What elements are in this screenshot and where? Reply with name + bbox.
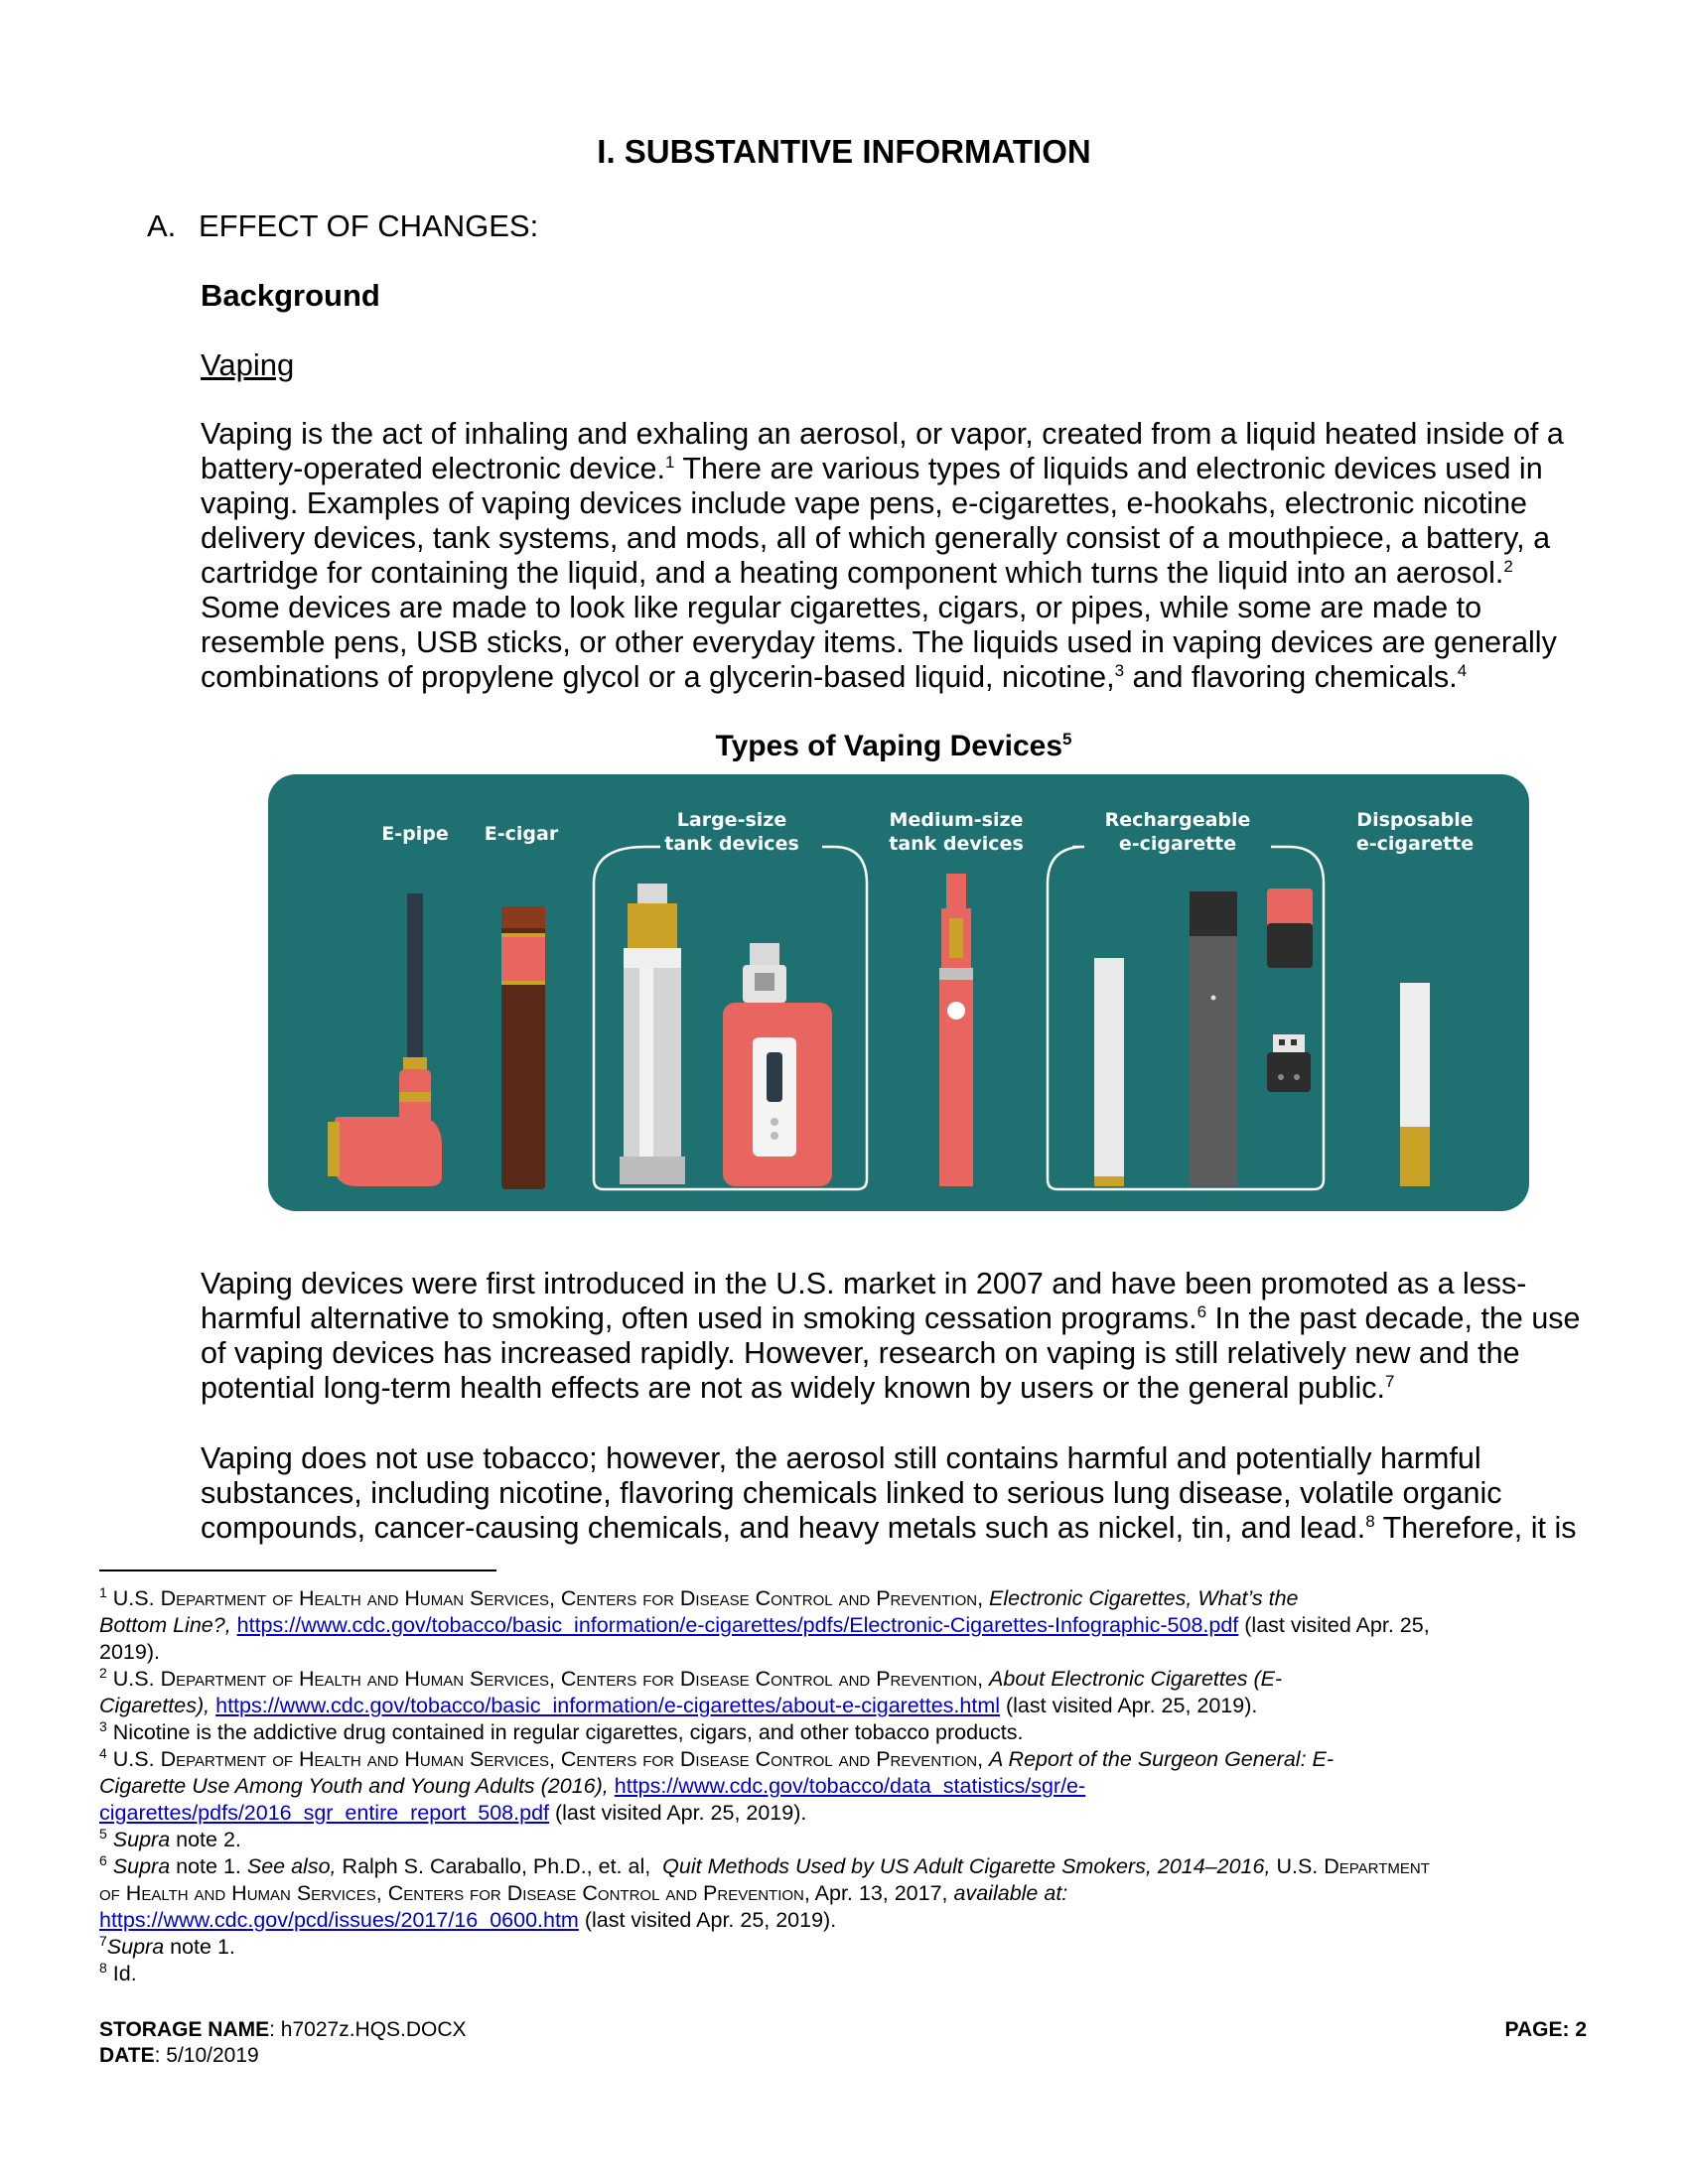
footnote-divider — [99, 1570, 496, 1571]
paragraph-line: Vaping is the act of inhaling and exhaling an aerosol, or vapor, created from a liquid heated inside of a — [201, 417, 1564, 451]
label-medium-1: Medium-size — [889, 809, 1024, 831]
footnote-link[interactable]: cigarettes/pdfs/2016_sgr_entire_report_508.pdf — [99, 1801, 550, 1825]
paragraph-line: Vaping does not use tobacco; however, the aerosol still contains harmful and potentially harmful — [201, 1441, 1481, 1475]
label-epipe: E-pipe — [381, 823, 449, 845]
section-heading — [147, 208, 538, 244]
paragraph-2 — [201, 1267, 1591, 1406]
section-title: EFFECT OF CHANGES: — [199, 208, 539, 243]
footnote-1: $^1$ U.S. Department of Health and Human Services, Centers for Disease Control and Prevention, Electronic Cigarettes, What’s the — [99, 1583, 1299, 1610]
footnote-3: $^3$ Nicotine is the addictive drug contained in regular cigarettes, cigars, and other tobacco products. — [99, 1717, 1024, 1744]
paragraph-line: of vaping devices has increased rapidly. However, research on vaping is still relatively new and the — [201, 1336, 1520, 1370]
footnote-ref[interactable]: 6 — [1196, 1301, 1207, 1321]
large-tank-device-left — [620, 884, 685, 1184]
footnote-ref[interactable]: 4 — [1457, 660, 1468, 680]
footnote-link[interactable]: https://www.cdc.gov/tobacco/basic_information/e-cigarettes/about-e-cigarettes.html — [215, 1694, 1001, 1717]
footnote-7: $^7$Supra note 1. — [99, 1932, 235, 1959]
label-recharge-1: Rechargeable — [1104, 809, 1251, 831]
paragraph-line: Some devices are made to look like regular cigarettes, cigars, or pipes, while some are made to — [201, 591, 1482, 624]
rechargeable-ecig-pod — [1190, 891, 1237, 1186]
label-disposable-2: e-cigarette — [1355, 833, 1475, 855]
paragraph-3 — [201, 1441, 1591, 1546]
footnote-8: $^8$ Id. — [99, 1959, 137, 1985]
paragraph-line: potential long-term health effects are not as widely known by users or the general public.$^7$ — [201, 1371, 1395, 1405]
paragraph-line: Vaping devices were first introduced in the U.S. market in 2007 and have been promoted as a less- — [201, 1267, 1527, 1300]
vaping-devices-illustration — [268, 774, 1529, 1211]
paragraph-line: combinations of propylene glycol or a glycerin-based liquid, nicotine,$^3$ and flavoring chemicals.$^4$ — [201, 660, 1468, 694]
rechargeable-pod-cartridge — [1267, 888, 1313, 968]
label-large-2: tank devices — [664, 833, 799, 855]
paragraph-line: battery-operated electronic device.$^1$ There are various types of liquids and electronic devices used in — [201, 452, 1543, 485]
label-recharge-2: e-cigarette — [1118, 833, 1237, 855]
section-letter: A. — [147, 208, 177, 243]
footnote-ref[interactable]: 2 — [1503, 556, 1513, 576]
ecigar-device — [501, 906, 545, 1189]
paragraph-line: harmful alternative to smoking, often used in smoking cessation programs.$^6$ In the past decade, the use — [201, 1301, 1581, 1335]
footnote-2: $^2$ U.S. Department of Health and Human Services, Centers for Disease Control and Prevention, About Electronic Cigarettes (E- — [99, 1664, 1283, 1691]
footnote-link[interactable]: https://www.cdc.gov/tobacco/basic_information/e-cigarettes/pdfs/Electronic-Cigarettes-Infographic-508.pdf — [236, 1613, 1239, 1637]
footnote-ref[interactable]: 1 — [664, 452, 675, 472]
footnote-ref[interactable]: 7 — [1385, 1371, 1395, 1391]
paragraph-1 — [201, 417, 1591, 695]
paragraph-line: vaping. Examples of vaping devices include vape pens, e-cigarettes, e-hookahs, electronic nicotine — [201, 486, 1527, 520]
document-date: DATE: 5/10/2019 — [99, 2044, 259, 2067]
page-footer — [99, 2017, 1589, 2069]
background-heading: Background — [201, 278, 380, 313]
footnote-6: $^6$ Supra note 1. See also, Ralph S. Caraballo, Ph.D., et. al, Quit Methods Used by US Adult Cigarette Smokers, 2014–2016, U.S. Department — [99, 1851, 1430, 1878]
footnote-ref[interactable]: 8 — [1365, 1511, 1375, 1531]
disposable-ecig — [1400, 983, 1430, 1186]
footnote-link[interactable]: https://www.cdc.gov/tobacco/data_statistics/sgr/e- — [614, 1774, 1086, 1798]
rechargeable-ecig-stick — [1094, 958, 1124, 1186]
paragraph-line: compounds, cancer-causing chemicals, and heavy metals such as nickel, tin, and lead.$^8$ Therefore, it is — [201, 1511, 1577, 1545]
footnote-5: $^5$ Supra note 2. — [99, 1825, 241, 1851]
vaping-heading: Vaping — [201, 347, 295, 382]
page-title: I. SUBSTANTIVE INFORMATION — [597, 133, 1091, 170]
label-medium-2: tank devices — [889, 833, 1024, 855]
storage-name: STORAGE NAME: h7027z.HQS.DOCX — [99, 2018, 467, 2041]
label-large-1: Large-size — [676, 809, 787, 831]
paragraph-line: resemble pens, USB sticks, or other everyday items. The liquids used in vaping devices are generally — [201, 625, 1557, 659]
figure-title: Types of Vaping Devices$^5$ — [715, 730, 1072, 762]
paragraph-line: delivery devices, tank systems, and mods, all of which generally consist of a mouthpiece, a battery, a — [201, 521, 1551, 555]
footnote-ref[interactable]: 3 — [1114, 660, 1125, 680]
medium-tank-device — [939, 874, 973, 1186]
page-number: PAGE: 2 — [1504, 2018, 1587, 2041]
footnotes: $^1$ U.S. Department of Health and Human Services, Centers for Disease Control and Prevention, Electronic Cigarettes, What’s the Bottom Line?, https://www.cdc.gov/tobacco/basic_information/e-cigarettes/pdfs/Electronic-Cigarettes-Infographic-508.pdf (last visited Apr. 25, 2019). $^2$ U.S. Department of Health and Human Services, Centers for Disease Control and Prevention, About Electronic Cigarettes (E- Cigarettes), https://www.cdc.gov/tobacco/basic_information/e-cigarettes/about-e-cigarettes.html (last visited Apr. 25, 2019). $^3$ Nicotine is the addictive drug contained in regular cigarettes, cigars, and other tobacco products. $^4$ U.S. Department of Health and Human Services, Centers for Disease Control and Prevention, A Report of the Surgeon General: E- Cigarette Use Among Youth and Young Adults (2016), https://www.cdc.gov/tobacco/data_statistics/sgr/e- cigarettes/pdfs/2016_sgr_entire_report_508.pdf (last visited Apr. 25, 2019). $^5$ Supra note 2. $^6$ Supra note 1. See also, Ralph S. Caraballo, Ph.D., et. al, Quit Methods Used by US Adult Cigarette Smokers, 2014–2016, U.S. Department of Health and Human Services, Centers for Disease Control and Prevention, Apr. 13, 2017, available at: https://www.cdc.gov/pcd/issues/2017/16_0600.htm (last visited Apr. 25, 2019). $^7$Supra note 1. $^8$ Id. — [99, 1585, 1589, 1987]
paragraph-line: substances, including nicotine, flavoring chemicals linked to serious lung disease, volatile organic — [201, 1476, 1502, 1510]
paragraph-line: cartridge for containing the liquid, and a heating component which turns the liquid into an aerosol.$^2$ — [201, 556, 1513, 590]
footnote-ref[interactable]: 5 — [1062, 730, 1072, 749]
label-ecigar: E-cigar — [484, 823, 559, 845]
footnote-link[interactable]: https://www.cdc.gov/pcd/issues/2017/16_0600.htm — [99, 1908, 579, 1932]
footnote-4: $^4$ U.S. Department of Health and Human Services, Centers for Disease Control and Prevention, A Report of the Surgeon General: E- — [99, 1744, 1335, 1771]
label-disposable-1: Disposable — [1356, 809, 1474, 831]
usb-charger — [1267, 1034, 1311, 1092]
